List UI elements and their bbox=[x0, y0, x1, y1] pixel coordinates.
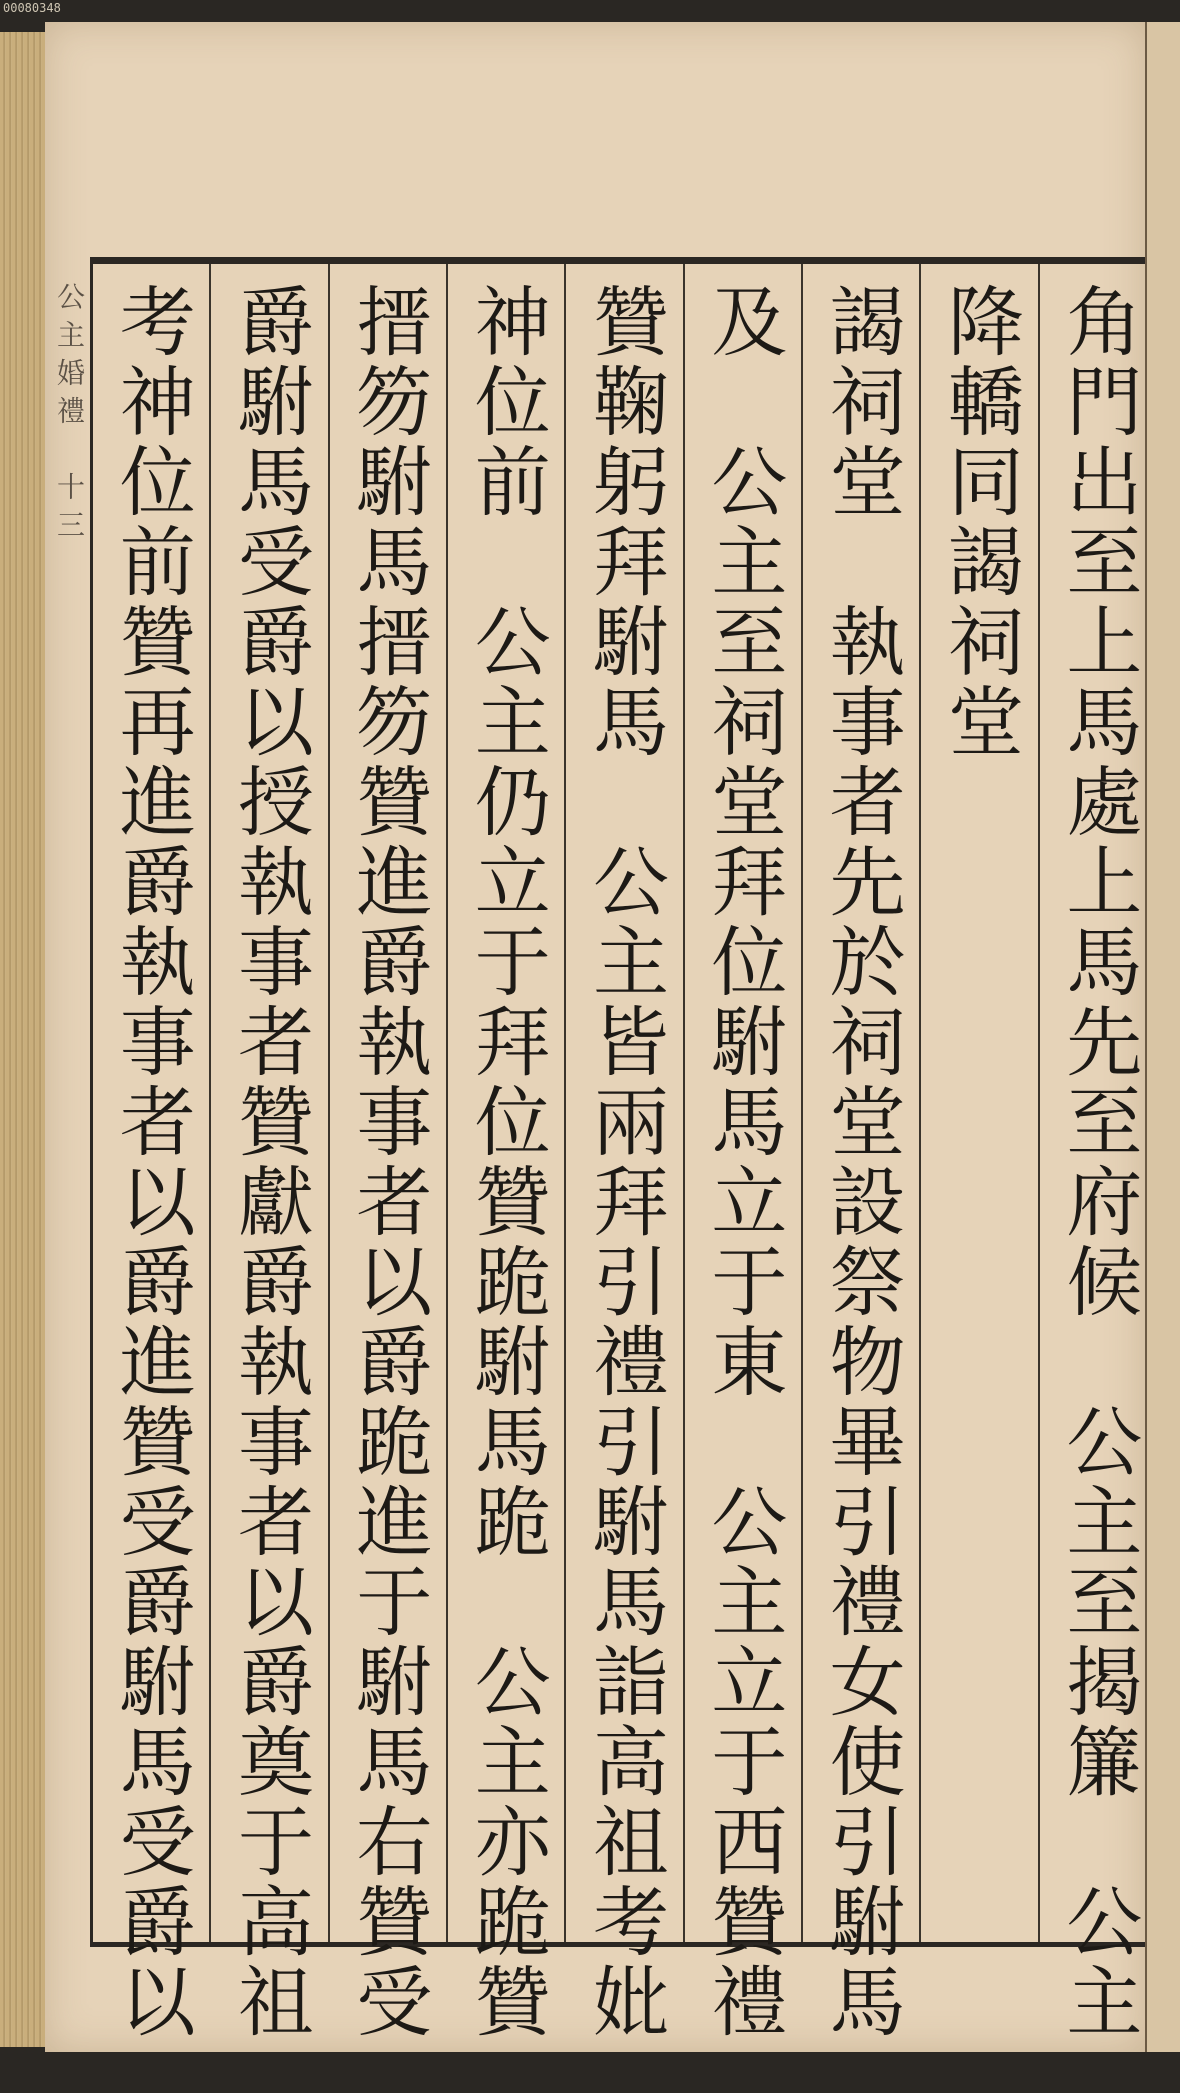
text-column bbox=[93, 264, 209, 2042]
column-text: 謁祠堂 執事者先於祠堂設祭物畢引禮女使引駙馬 bbox=[817, 282, 907, 2042]
column-text: 爵駙馬受爵以授執事者贊獻爵執事者以爵奠于高祖 bbox=[225, 282, 315, 2042]
text-column bbox=[801, 264, 919, 2042]
text-column bbox=[919, 264, 1037, 1942]
text-column bbox=[1038, 264, 1156, 2042]
text-column bbox=[446, 264, 564, 2042]
fold-margin bbox=[45, 282, 93, 1932]
text-column bbox=[209, 264, 327, 2042]
text-column bbox=[683, 264, 801, 2042]
book-page bbox=[45, 22, 1145, 2052]
column-text: 角門出至上馬處上馬先至府候 公主至揭簾 公主 bbox=[1053, 282, 1143, 2042]
text-columns bbox=[93, 264, 1156, 2042]
column-text: 及 公主至祠堂拜位駙馬立于東 公主立于西贊禮 bbox=[698, 282, 788, 2042]
column-text: 神位前 公主仍立于拜位贊跪駙馬跪 公主亦跪贊 bbox=[462, 282, 552, 2042]
text-column bbox=[564, 264, 682, 2042]
column-text: 搢笏駙馬搢笏贊進爵執事者以爵跪進于駙馬右贊受 bbox=[343, 282, 433, 2042]
column-text: 贊鞠躬拜駙馬 公主皆兩拜引禮引駙馬詣高祖考妣 bbox=[580, 282, 670, 2042]
scan-id-label: 00080348 bbox=[3, 1, 61, 15]
fold-margin-text: 公主婚禮 十三 bbox=[53, 282, 86, 548]
column-text: 考神位前贊再進爵執事者以爵進贊受爵駙馬受爵以 bbox=[107, 282, 197, 2042]
text-column bbox=[328, 264, 446, 2042]
adjacent-page-edge bbox=[1145, 22, 1180, 2052]
column-text: 降轎同謁祠堂 bbox=[935, 282, 1025, 762]
text-frame bbox=[90, 257, 1160, 2042]
